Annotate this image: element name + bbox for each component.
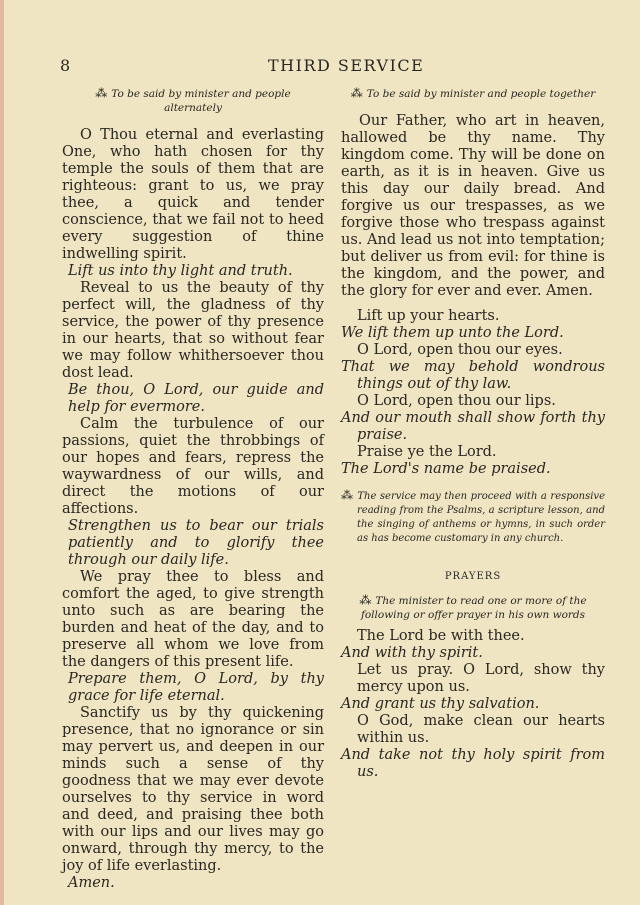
left-column — [62, 84, 324, 892]
right-rubric-text: To be said by minister and people together — [366, 88, 596, 100]
response-line: And take not thy holy spirit from us. — [341, 747, 605, 780]
prayers-rubric — [345, 593, 601, 622]
response-line: Strengthen us to bear our trials patiently and to glorify thee through our daily life. — [68, 518, 324, 568]
prayer-paragraph: O Thou eternal and everlasting One, who hath chosen for thy temple the souls of them that are righteous: grant to us, we pray thee, a quick and tender conscience, that we fail not to heed every suggestion of thine indwelling spirit. — [62, 127, 324, 262]
prayers-heading: PRAYERS — [444, 571, 502, 582]
prayer-paragraph: Calm the turbulence of our passions, quiet the throbbings of our hopes and fears, repress the waywardness of our wills, and direct the motions of our affections. — [62, 416, 324, 517]
page-edge — [0, 0, 4, 905]
versicle-line: The Lord be with thee. — [357, 628, 525, 644]
versicle-line: Lift up your hearts. — [357, 308, 500, 324]
pilcrow-icon: ⁂ — [350, 86, 363, 100]
response-line: Amen. — [68, 875, 115, 891]
prayers-rubric-text: The minister to read one or more of the following or offer prayer in his own words — [360, 595, 587, 621]
service-note-text: The service may then proceed with a responsive reading from the Psalms, a scripture lesson, and the singing of anthems or hymns, in such order as has become customary in any church. — [357, 491, 606, 544]
response-line: That we may behold wondrous things out of thy law. — [341, 359, 605, 392]
response-line: And our mouth shall show forth thy praise. — [341, 410, 605, 443]
pilcrow-icon: ⁂ — [359, 593, 372, 607]
versicles — [341, 308, 605, 478]
left-rubric — [66, 86, 320, 115]
left-prayer-body — [62, 127, 324, 892]
versicle-line: Let us pray. O Lord, show thy mercy upon us. — [357, 662, 605, 695]
prayer-paragraph: Reveal to us the beauty of thy perfect will, the gladness of thy service, the power of thy presence in our hearts, that so without fear we may follow whithersoever thou dost lead. — [62, 280, 324, 381]
versicle-line: O Lord, open thou our eyes. — [357, 342, 563, 358]
pilcrow-icon: ⁂ — [341, 488, 354, 502]
response-line: Prepare them, O Lord, by thy grace for life eternal. — [68, 671, 324, 704]
right-rubric — [345, 86, 601, 101]
response-line: The Lord's name be praised. — [341, 461, 551, 477]
running-header: THIRD SERVICE — [268, 56, 425, 75]
pilcrow-icon: ⁂ — [95, 86, 108, 100]
versicle-line: O God, make clean our hearts within us. — [357, 713, 605, 746]
service-note — [341, 488, 605, 546]
response-line: And with thy spirit. — [341, 645, 483, 661]
response-line: Lift us into thy light and truth. — [68, 263, 293, 279]
prayers-versicles — [341, 628, 605, 781]
response-line: Be thou, O Lord, our guide and help for evermore. — [68, 382, 324, 415]
versicle-line: Praise ye the Lord. — [357, 444, 497, 460]
response-line: We lift them up unto the Lord. — [341, 325, 564, 341]
lords-prayer: Our Father, who art in heaven, hallowed be thy name. Thy kingdom come. Thy will be done on earth, as it is in heaven. Give us this day our daily bread. And forgive us our trespasses, as we forgive those who trespass against us. And lead us not into temptation; but deliver us from evil: for thine is the kingdom, and the power, and the glory for ever and ever. Amen. — [341, 113, 605, 299]
prayer-paragraph: We pray thee to bless and comfort the aged, to give strength unto such as are bearing the burden and heat of the day, and to preserve all whom we love from the dangers of this present life. — [62, 569, 324, 670]
response-line: And grant us thy salvation. — [341, 696, 540, 712]
page-number: 8 — [60, 56, 71, 75]
left-rubric-text: To be said by minister and people alternately — [111, 88, 291, 114]
versicle-line: O Lord, open thou our lips. — [357, 393, 556, 409]
prayer-paragraph: Sanctify us by thy quickening presence, that no ignorance or sin may pervert us, and deepen in our minds such a sense of thy goodness that we may ever devote ourselves to thy service in word and deed, and praising thee both with our lips and our lives may go onward, through thy mercy, to the joy of life everlasting. — [62, 705, 324, 874]
right-column — [341, 84, 605, 781]
